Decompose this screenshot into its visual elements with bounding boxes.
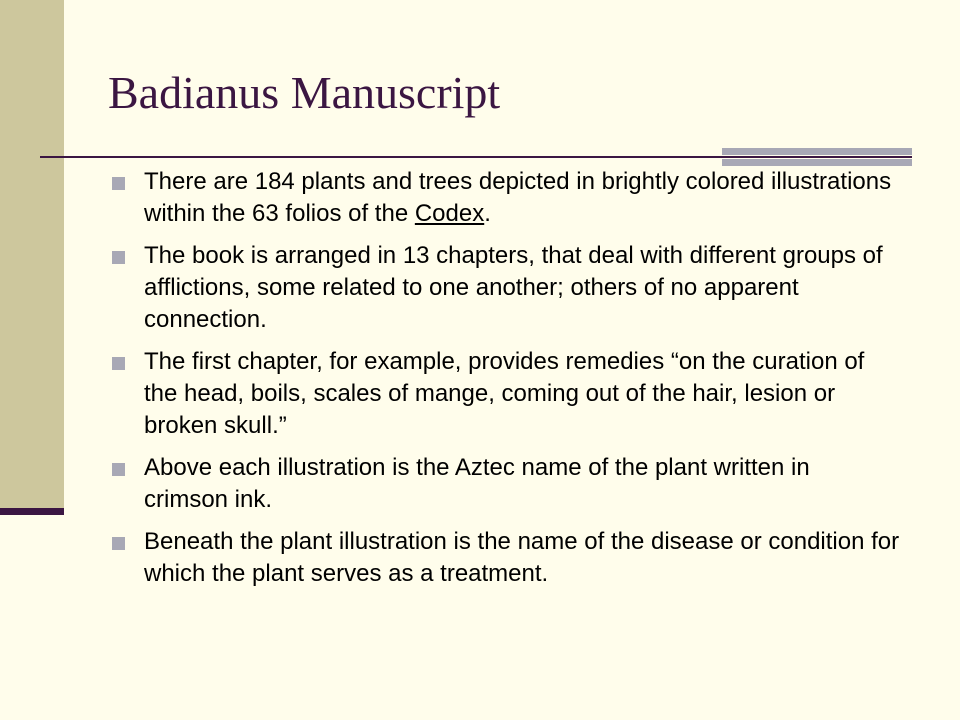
slide-title: Badianus Manuscript [108, 67, 501, 118]
square-bullet-icon [112, 357, 125, 370]
square-bullet-icon [112, 251, 125, 264]
bullet-text: There are 184 plants and trees depicted in brightly colored illustrations within the 63 folios of the [144, 168, 892, 227]
bullet-text: The book is arranged in 13 chapters, that deal with different groups of afflictions, some related to one another; others of no apparent connection. [144, 242, 883, 333]
codex-link[interactable]: Codex [414, 200, 485, 227]
square-bullet-icon [112, 177, 125, 190]
bullet-item [110, 452, 900, 516]
title-accent-bar-bottom [722, 159, 912, 166]
square-bullet-icon [112, 537, 125, 550]
bullet-text: Above each illustration is the Aztec name of the plant written in crimson ink. [144, 454, 810, 513]
bullet-text: The first chapter, for example, provides remedies “on the curation of the head, boils, scales of mange, coming out of the hair, lesion or broken skull.” [144, 348, 865, 439]
square-bullet-icon [112, 463, 125, 476]
side-band [0, 0, 64, 512]
bullet-item [110, 526, 900, 590]
bullet-item [110, 346, 900, 442]
title-underline [40, 156, 912, 158]
bullet-text: Beneath the plant illustration is the name of the disease or condition for which the plant serves as a treatment. [144, 528, 900, 587]
bullet-text-end: . [484, 200, 491, 227]
side-accent-bar [0, 508, 64, 515]
bullet-list [110, 166, 900, 600]
title-accent-bar-top [722, 148, 912, 155]
bullet-item [110, 166, 900, 230]
bullet-item [110, 240, 900, 336]
